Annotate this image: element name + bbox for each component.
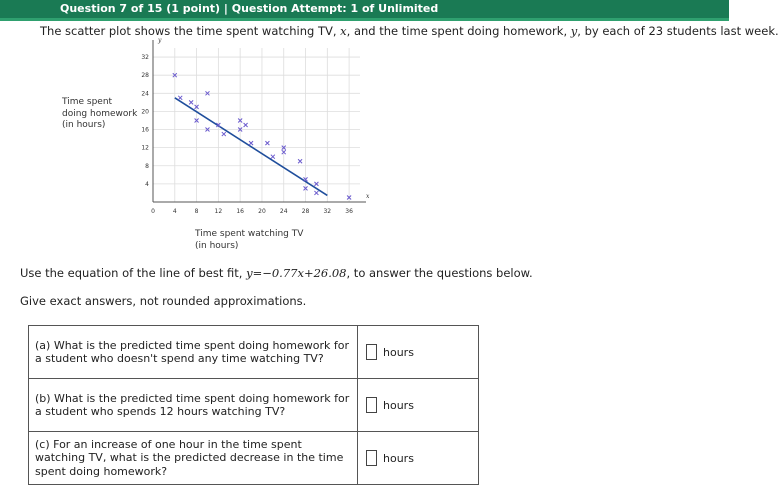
equation-instruction: Use the equation of the line of best fit, y=−0.77x+26.08, to answer the questions below. [20, 266, 533, 280]
y-axis-label: Time spent doing homework (in hours) [62, 97, 138, 130]
y-tick-label: 8 [145, 162, 149, 170]
x-tick-label: 36 [345, 208, 353, 215]
exact-answer-note: Give exact answers, not rounded approximations. [20, 294, 307, 308]
unit-label: hours [383, 398, 414, 412]
answer-input-c[interactable] [366, 450, 377, 466]
y-tick-label: 28 [141, 72, 149, 80]
x-axis-letter: x [366, 193, 370, 200]
data-point [298, 159, 302, 163]
question-title: Question 7 of 15 (1 point) | Question Attempt: 1 of Unlimited [60, 2, 439, 15]
data-point [189, 100, 193, 104]
data-point [222, 132, 226, 136]
question-text: (a) What is the predicted time spent doing homework for a student who doesn't spend any time watching TV? [29, 326, 358, 379]
data-point [265, 141, 269, 145]
y-tick-label: 16 [141, 126, 149, 134]
answer-input-a[interactable] [366, 344, 377, 360]
scatter-chart [0, 0, 729, 260]
unit-label: hours [383, 345, 414, 359]
unit-label: hours [383, 451, 414, 465]
y-tick-label: 12 [141, 144, 149, 152]
best-fit-equation: y=−0.77x+26.08 [246, 266, 347, 280]
x-tick-label: 24 [279, 208, 288, 215]
data-point [314, 191, 318, 195]
question-row-a [29, 326, 479, 379]
question-text: (b) What is the predicted time spent doing homework for a student who spends 12 hours watching TV? [29, 379, 358, 432]
intro-text: The scatter plot shows the time spent watching TV, x, and the time spent doing homework, y, by each of 23 students last week. [40, 24, 779, 38]
x-tick-label: 4 [172, 208, 177, 215]
question-row-c [29, 432, 479, 485]
y-tick-label: 24 [141, 90, 149, 98]
x-tick-label: 8 [194, 208, 199, 215]
data-point [249, 141, 253, 145]
x-tick-label: 16 [236, 208, 244, 215]
x-axis-label: Time spent watching TV (in hours) [195, 229, 304, 251]
y-axis-letter: y [158, 37, 162, 44]
y-tick-label: 20 [141, 108, 149, 116]
question-text: (c) For an increase of one hour in the time spent watching TV, what is the predicted decrease in the time spent doing homework? [29, 432, 358, 485]
data-point [271, 155, 275, 159]
question-row-b [29, 379, 479, 432]
x-tick-label: 12 [214, 208, 223, 215]
x-tick-label: 32 [323, 208, 332, 215]
y-tick-label: 32 [141, 54, 149, 62]
answer-input-b[interactable] [366, 397, 377, 413]
questions-table [28, 325, 479, 485]
x-tick-label: 0 [151, 208, 155, 215]
data-point [244, 123, 248, 127]
x-tick-label: 20 [258, 208, 266, 215]
data-point [178, 96, 182, 100]
x-tick-label: 28 [301, 208, 310, 215]
y-tick-label: 4 [145, 180, 149, 188]
